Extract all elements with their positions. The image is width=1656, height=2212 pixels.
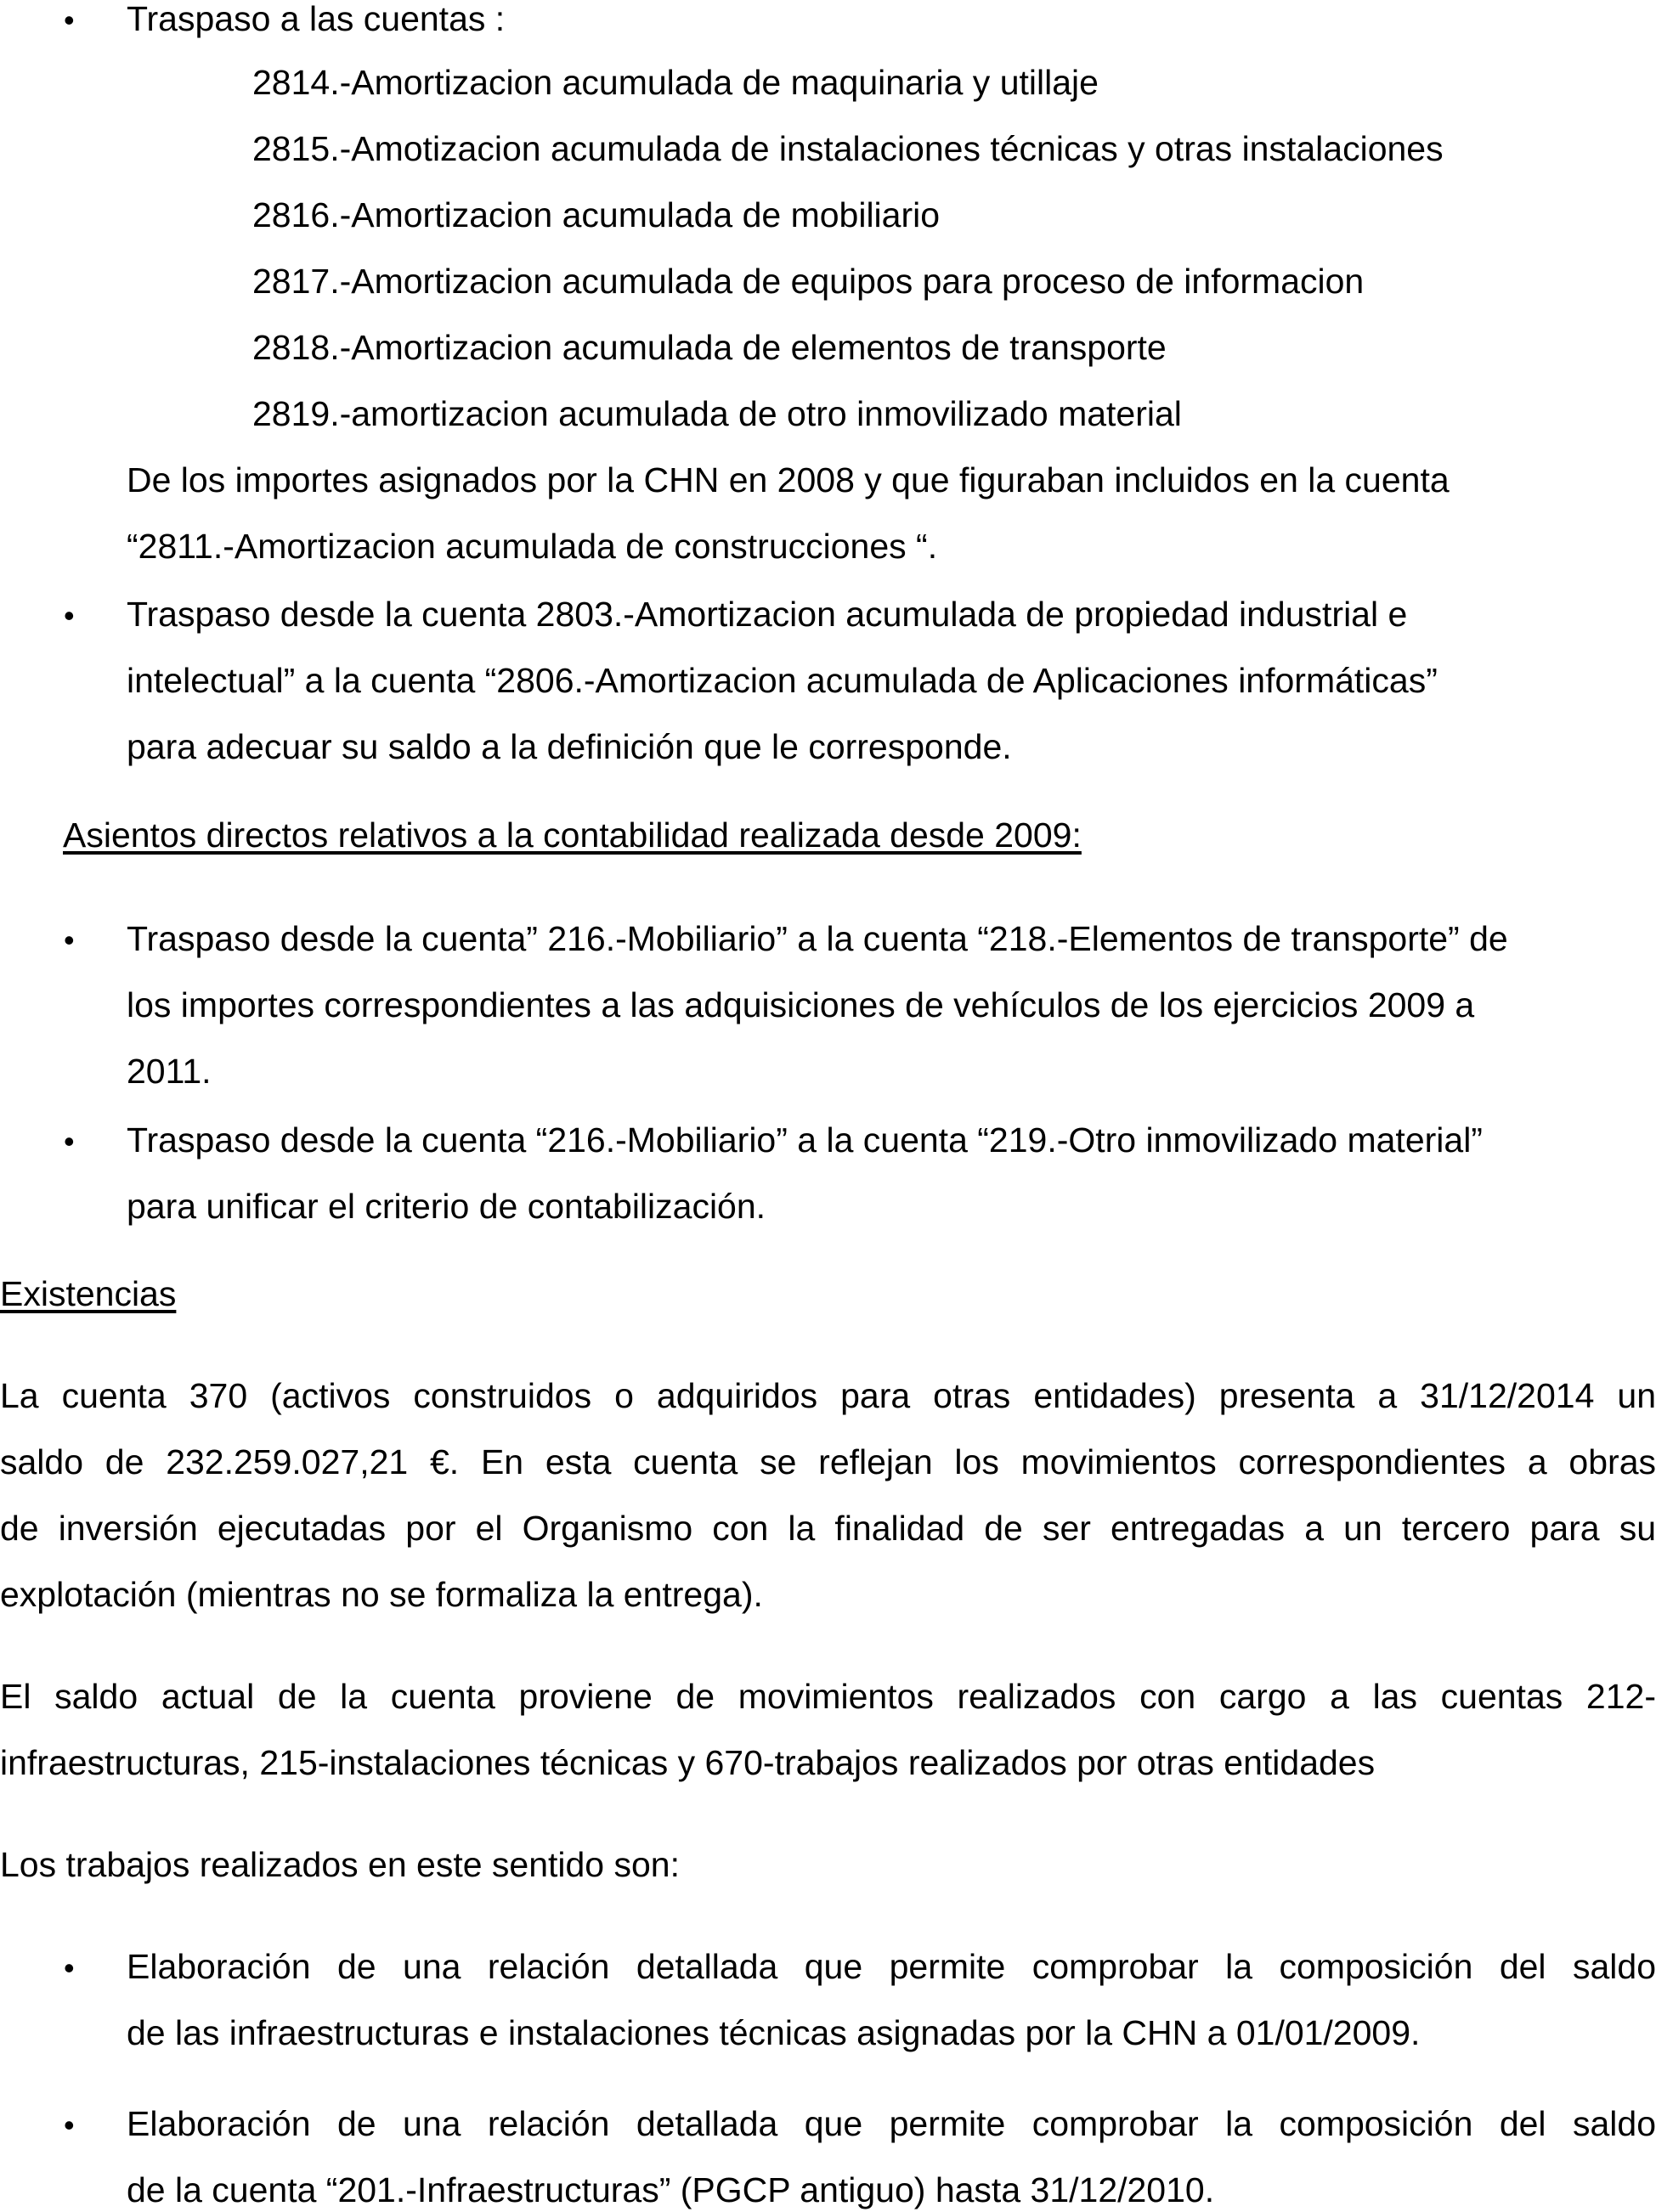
bullet: • xyxy=(64,923,75,957)
paragraph-line: explotación (mientras no se formaliza la entrega). xyxy=(0,1575,763,1614)
list-item-line: para adecuar su saldo a la definición que le corresponde. xyxy=(127,727,1012,766)
paragraph-line: El saldo actual de la cuenta proviene de movimientos realizados con cargo a las cuentas 212- xyxy=(0,1677,1656,1716)
list-item-line: intelectual” a la cuenta “2806.-Amortizacion acumulada de Aplicaciones informáticas” xyxy=(127,661,1438,700)
account-line: 2814.-Amortizacion acumulada de maquinaria y utillaje xyxy=(252,63,1099,102)
account-line: 2819.-amortizacion acumulada de otro inmovilizado material xyxy=(252,394,1182,433)
paragraph-line: Los trabajos realizados en este sentido son: xyxy=(0,1845,681,1884)
section-heading-existencias: Existencias xyxy=(0,1274,177,1313)
list-item-line: Traspaso desde la cuenta “216.-Mobiliario” a la cuenta “219.-Otro inmovilizado material” xyxy=(127,1120,1483,1160)
account-line: 2815.-Amotizacion acumulada de instalaciones técnicas y otras instalaciones xyxy=(252,129,1444,168)
paragraph-line: de inversión ejecutadas por el Organismo con la finalidad de ser entregadas a un tercero para su xyxy=(0,1509,1656,1548)
bullet: • xyxy=(64,3,75,37)
list-item-line: Elaboración de una relación detallada que permite comprobar la composición del saldo xyxy=(127,1947,1656,1986)
list-item-line: Elaboración de una relación detallada que permite comprobar la composición del saldo xyxy=(127,2104,1656,2143)
section-heading-asientos: Asientos directos relativos a la contabilidad realizada desde 2009: xyxy=(63,815,1082,855)
paragraph-line: infraestructuras, 215-instalaciones técnicas y 670-trabajos realizados por otras entidades xyxy=(0,1743,1376,1782)
paragraph-line: La cuenta 370 (activos construidos o adquiridos para otras entidades) presenta a 31/12/2014 un xyxy=(0,1376,1656,1415)
account-line: 2818.-Amortizacion acumulada de elementos de transporte xyxy=(252,328,1167,367)
note-line: De los importes asignados por la CHN en 2008 y que figuraban incluidos en la cuenta xyxy=(127,460,1450,499)
bullet: • xyxy=(64,1950,75,1985)
bullet: • xyxy=(64,1124,75,1159)
list-item-line: Traspaso desde la cuenta 2803.-Amortizacion acumulada de propiedad industrial e xyxy=(127,595,1408,634)
list-item-line: para unificar el criterio de contabilización. xyxy=(127,1187,766,1226)
bullet: • xyxy=(64,598,75,633)
list-item-line: de la cuenta “201.-Infraestructuras” (PGCP antiguo) hasta 31/12/2010. xyxy=(127,2170,1215,2209)
list-item-line: los importes correspondientes a las adquisiciones de vehículos de los ejercicios 2009 a xyxy=(127,985,1475,1024)
bullet: • xyxy=(64,2108,75,2142)
note-line: “2811.-Amortizacion acumulada de construcciones “. xyxy=(127,527,938,566)
account-line: 2817.-Amortizacion acumulada de equipos para proceso de informacion xyxy=(252,262,1365,301)
list-item-line: 2011. xyxy=(127,1052,212,1091)
list-item-line: de las infraestructuras e instalaciones técnicas asignadas por la CHN a 01/01/2009. xyxy=(127,2013,1421,2052)
list-item-line: Traspaso desde la cuenta” 216.-Mobiliario” a la cuenta “218.-Elementos de transporte” de xyxy=(127,919,1508,958)
list-item-intro: Traspaso a las cuentas : xyxy=(127,0,506,38)
account-line: 2816.-Amortizacion acumulada de mobiliario xyxy=(252,195,941,234)
paragraph-line: saldo de 232.259.027,21 €. En esta cuenta se reflejan los movimientos correspondientes a obras xyxy=(0,1442,1656,1481)
